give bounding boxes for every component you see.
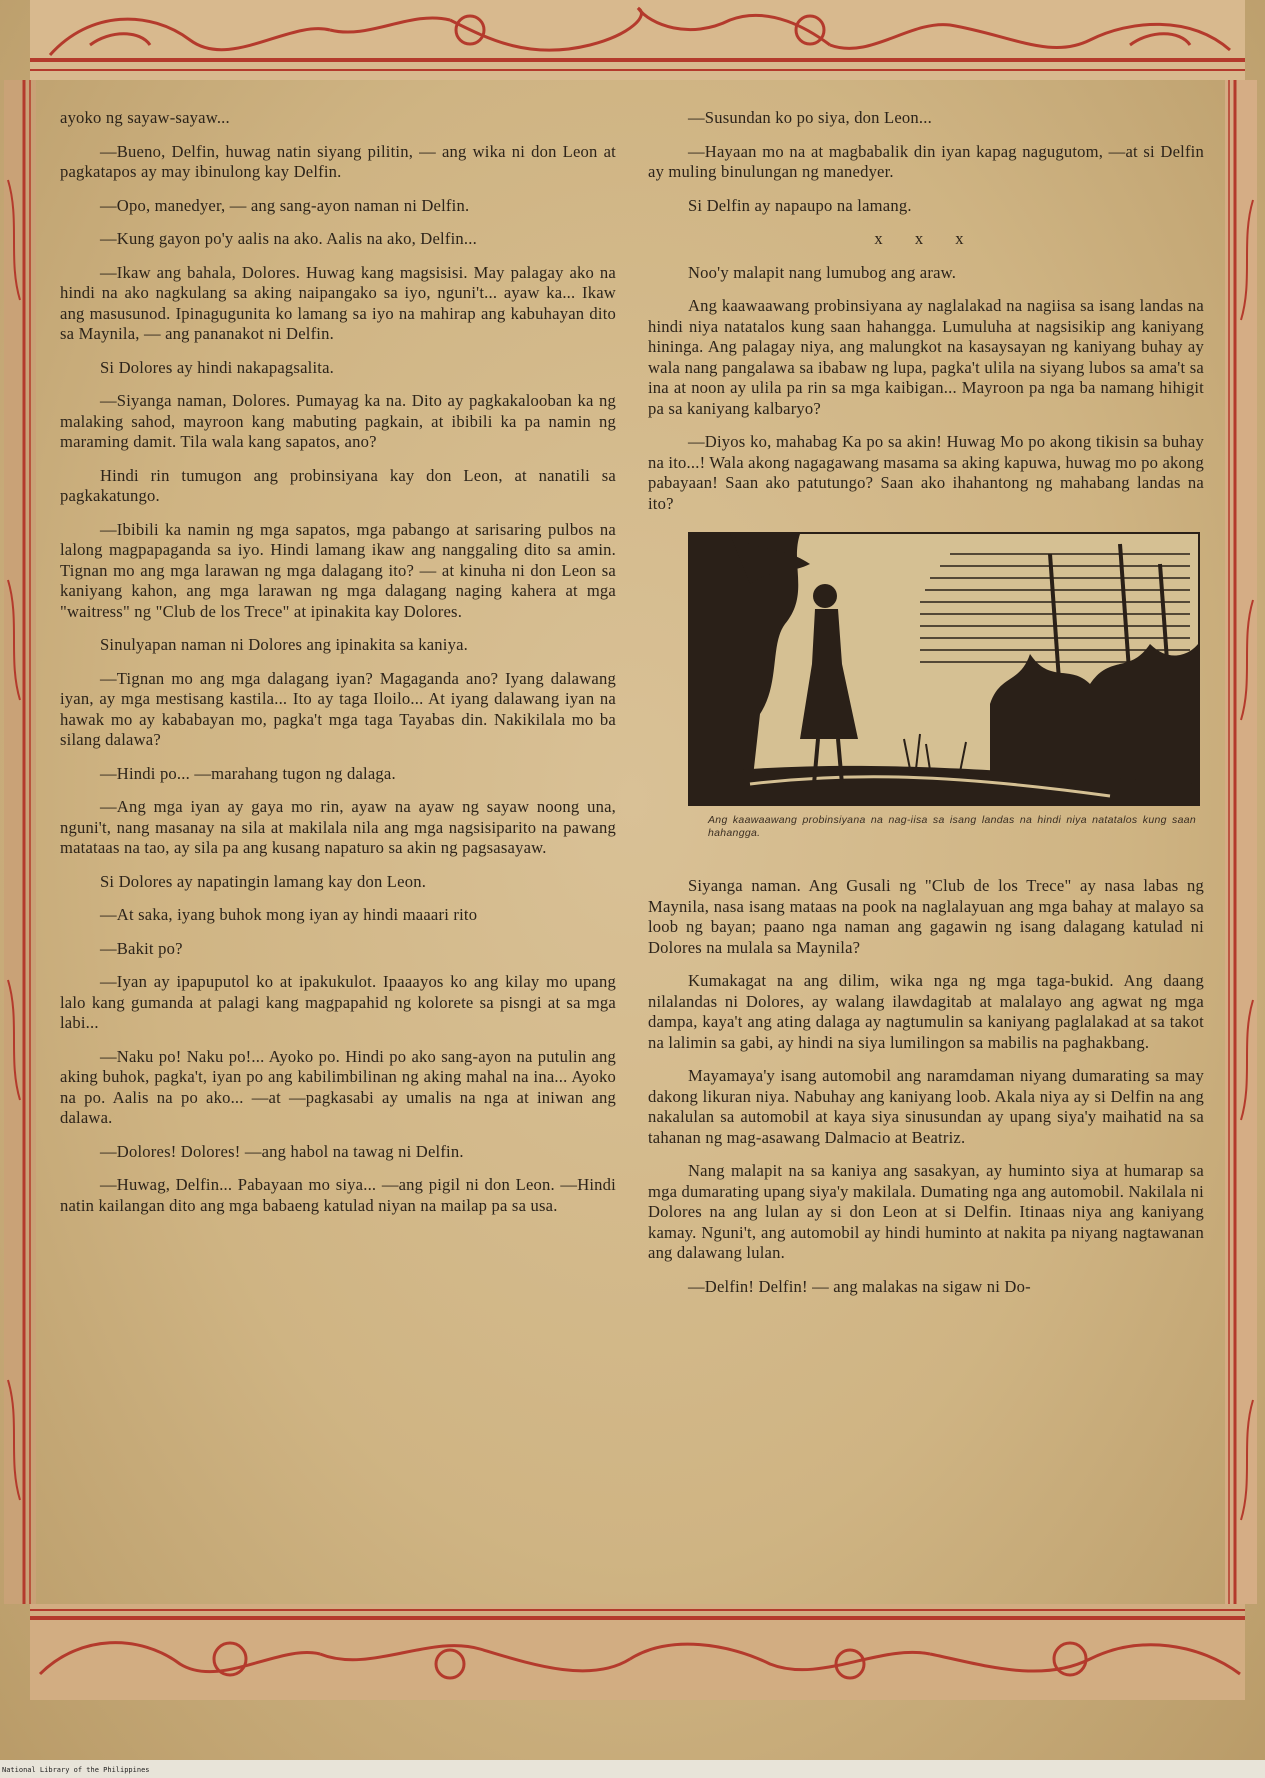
paragraph: Mayamaya'y isang automobil ang naramdaman niyang dumarating sa may dakong likuran niya. Nabuhay ang kaniyang loob. Akala niya ay si Delfin na ang nakalulan sa automobil at kaya siya sinusundan ay upang siya'y maihatid na sa tahanan ng mag-asawang Dalmacio at Beatriz.	[648, 1066, 1204, 1147]
paragraph: —Huwag, Delfin... Pabayaan mo siya... —ang pigil ni don Leon. —Hindi natin kailangan dito ang mga babaeng katulad niyan na mailap pa sa usa.	[60, 1175, 616, 1215]
scan-footer-strip	[0, 1760, 1265, 1778]
paragraph: —Diyos ko, mahabag Ka po sa akin! Huwag Mo po akong tikisin sa buhay na ito...! Wala akong nagagawang masama sa aking kapuwa, huwag mo po akong pabayaan! Saan ako patutungo? Saan ako ihahantong ng mahabang landas na ito?	[648, 432, 1204, 513]
paragraph: —Hindi po... —marahang tugon ng dalaga.	[100, 763, 396, 783]
paragraph: —Bakit po?	[100, 938, 183, 958]
paragraph: Si Delfin ay napaupo na lamang.	[688, 195, 912, 215]
right-text-column	[648, 108, 1204, 1310]
paragraph: —Iyan ay ipapuputol ko at ipakukulot. Ipaaayos ko ang kilay mo upang lalo kang gumanda at palagi kang magpapahid ng kolorete sa pisngi at sa mga labi...	[60, 972, 616, 1032]
woodcut-illustration	[688, 532, 1196, 840]
paragraph: —Delfin! Delfin! — ang malakas na sigaw ni Do-	[688, 1276, 1031, 1296]
paragraph: Siyanga naman. Ang Gusali ng "Club de los Trece" ay nasa labas ng Maynila, nasa isang mataas na pook na naglalayuan ang mga bahay at malayo sa loob ng bayan; paano nga naman ang gagawin ng isang dalagang katulad ni Dolores na mulala sa Maynila?	[648, 876, 1204, 957]
paragraph: —Opo, manedyer, — ang sang-ayon naman ni Delfin.	[100, 195, 470, 215]
left-text-column	[60, 108, 616, 1229]
paragraph: —At saka, iyang buhok mong iyan ay hindi maaari rito	[100, 905, 478, 924]
right-ornamental-border	[1225, 80, 1257, 1604]
paragraph: —Naku po! Naku po!... Ayoko po. Hindi po ako sang-ayon na putulin ang aking buhok, pagka't, iyan po ang kabilimbilinan ng aking mahal na ina... Ayoko na po. Aalis na po ako... —at —pagkasabi ay umalis na nga at iniwan ang dalawa.	[60, 1046, 616, 1127]
bottom-ornamental-border	[30, 1604, 1245, 1700]
paragraph: Sinulyapan naman ni Dolores ang ipinakita sa kaniya.	[100, 635, 468, 654]
paragraph: Kumakagat na ang dilim, wika nga ng mga taga-bukid. Ang daang nilalandas ni Dolores, ay walang ilawdagitab at malalayo ang agwat ng mga dampa, kaya't ang ating dalaga ay nagtumulin sa kaniyang paglalakad at sa takot na lalimin sa gabi, ay hindi na siya lumilingon sa mabilis na paghakbang.	[648, 971, 1204, 1052]
paragraph: —Siyanga naman, Dolores. Pumayag ka na. Dito ay pagkakalooban ka ng malaking sahod, mayroon kang mabuting pagkain, at ibibili ka pa namin ng maraming damit. Tila wala kang sapatos, ano?	[60, 391, 616, 451]
paragraph: Ang kaawaawang probinsiyana ay naglalakad na nagiisa sa isang landas na hindi niya natatalos kung saan hahangga. Lumuluha at nagsisikip ang kaniyang hininga. Ang palagay niya, ang malungkot na kasaysayan ng kaniyang buhay ay wala nang pangalawa sa ibabaw ng lupa, pagka't ulila na siyang lubos sa ama't sa ina at noon ay ulila pa rin sa mga kaibigan... Mayroon pa nga ba namang hihigit pa sa kaniyang kalbaryo?	[648, 296, 1204, 418]
paragraph: ayoko ng sayaw-sayaw...	[60, 108, 230, 127]
paragraph: —Ang mga iyan ay gaya mo rin, ayaw na ayaw ng sayaw noong una, nguni't, nang masanay na sila at makilala nila ang mga nagsisiparito na pawang matataas na tao, ay sila pa ang kusang napaturo sa akin ng pagsasayaw.	[60, 797, 616, 857]
paragraph: Hindi rin tumugon ang probinsiyana kay don Leon, at nanatili sa pagkakatungo.	[60, 465, 616, 505]
left-ornamental-border	[4, 80, 36, 1604]
woman-on-path-image	[688, 532, 1200, 806]
paragraph: —Bueno, Delfin, huwag natin siyang pilitin, — ang wika ni don Leon at pagkatapos ay may ibinulong kay Delfin.	[60, 141, 616, 181]
paragraph: —Dolores! Dolores! —ang habol na tawag ni Delfin.	[100, 1141, 464, 1161]
paragraph: Nang malapit na sa kaniya ang sasakyan, ay huminto siya at humarap sa mga dumarating upang siya'y makilala. Dumating nga ang automobil. Nakilala ni Dolores na ang lulan ay si don Leon at si Delfin. Itinaas niya ang kaniyang kamay. Nguni't, ang automobil ay hindi huminto at nakita pa niyang nagtawanan ang dalawang lulan.	[648, 1161, 1204, 1262]
paragraph: —Hayaan mo na at magbabalik din iyan kapag nagugutom, —at si Delfin ay muling binulungan ng manedyer.	[648, 141, 1204, 181]
figure-caption: Ang kaawaawang probinsiyana na nag-iisa sa isang landas na hindi niya natatalos kung saan hahangga.	[708, 814, 1196, 839]
paragraph: —Ikaw ang bahala, Dolores. Huwag kang magsisisi. May palagay ako na hindi na ako nagkulang sa aking naipangako sa iyo, nguni't... ayaw ka... Ikaw ang masusunod. Ipinagugunita ko lamang sa iyo na mahirap ang kabuhayan dito sa Maynila, — ang pananakot ni Delfin.	[60, 262, 616, 343]
paragraph: —Tignan mo ang mga dalagang iyan? Magaganda ano? Iyang dalawang iyan, ay mga mestisang kastila... Ito ay taga Iloilo... At iyang dalawang iyan na hawak mo ay kababayan mo, pagka't mga taga Tayabas din. Nakikilala mo ba silang dalawa?	[60, 668, 616, 749]
top-ornamental-border	[30, 0, 1245, 80]
paragraph: —Kung gayon po'y aalis na ako. Aalis na ako, Delfin...	[100, 229, 477, 248]
paragraph: Si Dolores ay napatingin lamang kay don Leon.	[100, 871, 427, 891]
library-stamp: National Library of the Philippines	[2, 1766, 150, 1774]
paragraph: Si Dolores ay hindi nakapagsalita.	[100, 357, 334, 377]
section-separator: x x x	[874, 229, 978, 248]
paragraph: —Ibibili ka namin ng mga sapatos, mga pabango at sarisaring pulbos na lalong magpapaganda sa iyo. Hindi lamang ikaw ang nanggaling dito sa amin. Tignan mo ang mga larawan ng mga dalagang ito? — at kinuha ni don Leon sa kaniyang kahon, ang mga larawan ng mga dalagang naging kahera at mga "waitress" ng "Club de los Trece" at ipinakita kay Dolores.	[60, 519, 616, 621]
paragraph: —Susundan ko po siya, don Leon...	[688, 108, 932, 127]
paragraph: Noo'y malapit nang lumubog ang araw.	[688, 262, 957, 282]
